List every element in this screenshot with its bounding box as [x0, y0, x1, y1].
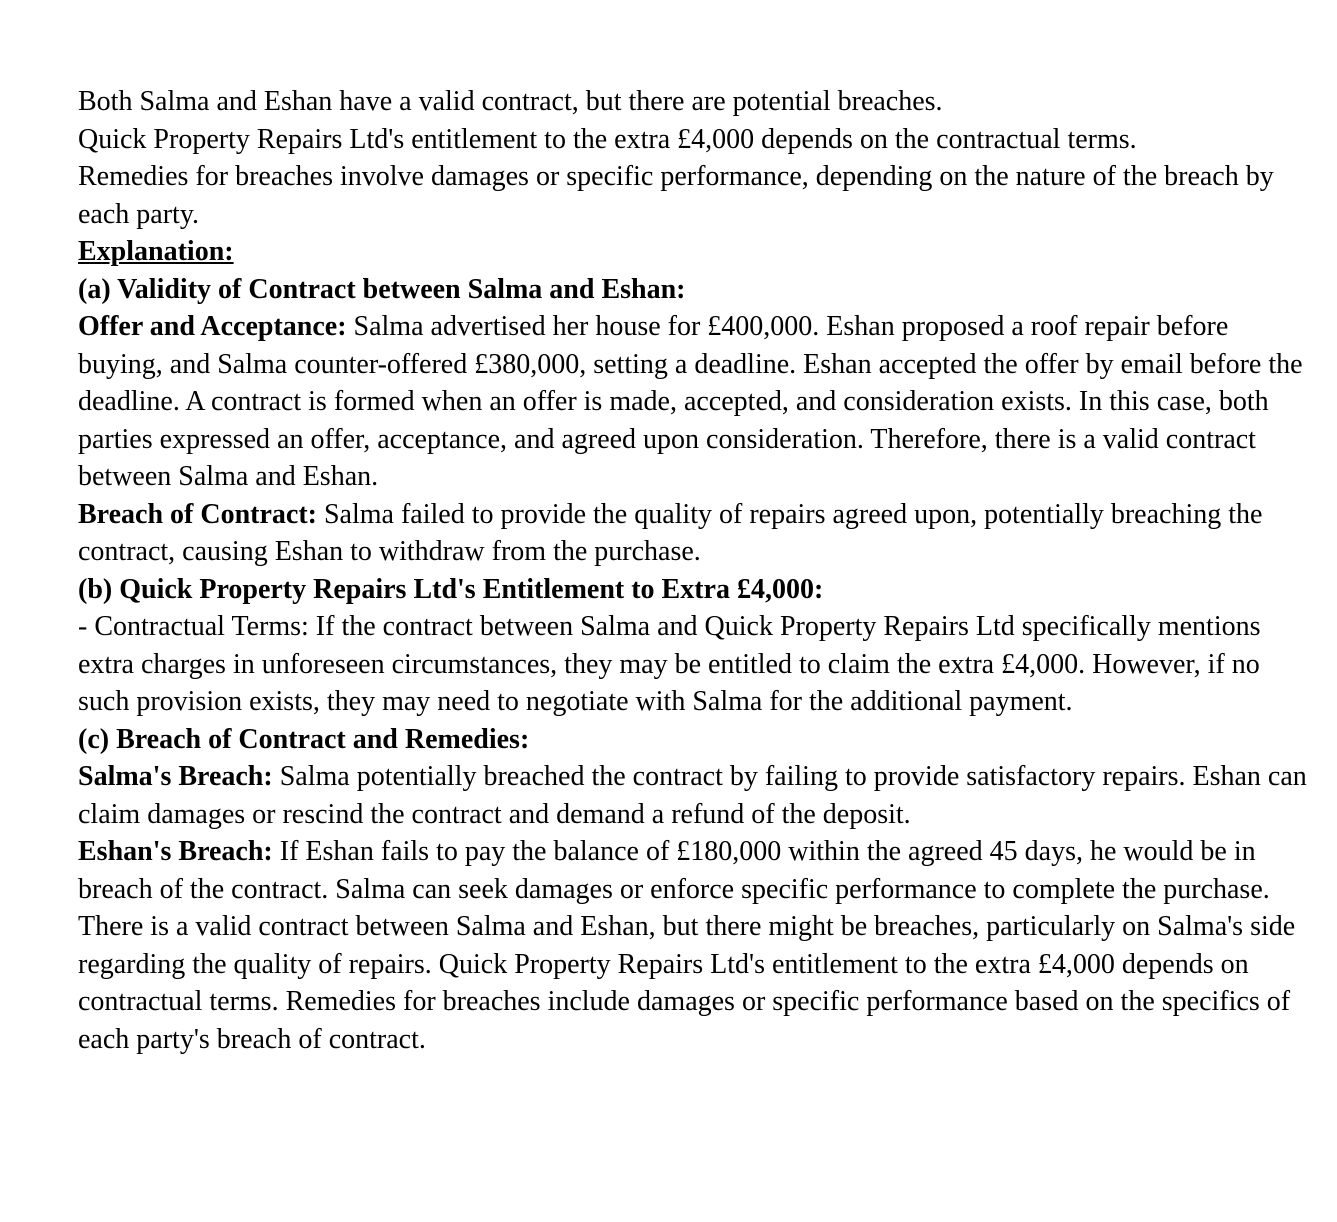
- summary-line-3: Remedies for breaches involve damages or specific performance, depending on the nature of the breach by each party.: [78, 161, 1274, 230]
- offer-acceptance-text: Salma advertised her house for £400,000. Eshan proposed a roof repair before buying, and Salma counter-offered £380,000, setting a deadline. Eshan accepted the offer by email before the deadline. A contract is formed when an offer is made, accepted, and consideration exists. In this case, both parties expressed an offer, acceptance, and agreed upon consideration. Therefore, there is a valid contract between Salma and Eshan.: [78, 311, 1303, 492]
- eshan-breach-paragraph: [78, 833, 1308, 908]
- summary-line-1: Both Salma and Eshan have a valid contract, but there are potential breaches.: [78, 86, 943, 117]
- explanation-heading: Explanation:: [78, 236, 234, 267]
- contractual-terms-paragraph: - Contractual Terms: If the contract between Salma and Quick Property Repairs Ltd specifically mentions extra charges in unforeseen circumstances, they may be entitled to claim the extra £4,000. However, if no such provision exists, they may need to negotiate with Salma for the additional payment.: [78, 611, 1261, 717]
- eshan-breach-text: If Eshan fails to pay the balance of £180,000 within the agreed 45 days, he would be in breach of the contract. Salma can seek damages or enforce specific performance to complete the purchase.: [78, 836, 1270, 905]
- summary-line-2: Quick Property Repairs Ltd's entitlement to the extra £4,000 depends on the contractual terms.: [78, 123, 1137, 155]
- salma-breach-text: Salma potentially breached the contract by failing to provide satisfactory repairs. Eshan can claim damages or rescind the contract and demand a refund of the deposit.: [78, 761, 1307, 830]
- eshan-breach-label: Eshan's Breach:: [78, 836, 273, 867]
- offer-acceptance-paragraph: [78, 308, 1308, 496]
- document-body: [78, 83, 1308, 1058]
- breach-of-contract-paragraph: [78, 496, 1308, 571]
- offer-acceptance-label: Offer and Acceptance:: [78, 311, 347, 342]
- breach-of-contract-label: Breach of Contract:: [78, 498, 317, 530]
- section-b-heading: (b) Quick Property Repairs Ltd's Entitlement to Extra £4,000:: [78, 573, 824, 605]
- breach-of-contract-text: Salma failed to provide the quality of repairs agreed upon, potentially breaching the contract, causing Eshan to withdraw from the purchase.: [78, 498, 1263, 567]
- salma-breach-label: Salma's Breach:: [78, 761, 273, 792]
- section-a-heading: (a) Validity of Contract between Salma and Eshan:: [78, 273, 686, 305]
- section-c-heading: (c) Breach of Contract and Remedies:: [78, 723, 530, 755]
- conclusion-paragraph: There is a valid contract between Salma and Eshan, but there might be breaches, particularly on Salma's side regarding the quality of repairs. Quick Property Repairs Ltd's entitlement to the extra £4,000 depends on contractual terms. Remedies for breaches include damages or specific performance based on the specifics of each party's breach of contract.: [78, 911, 1296, 1055]
- salma-breach-paragraph: [78, 758, 1308, 833]
